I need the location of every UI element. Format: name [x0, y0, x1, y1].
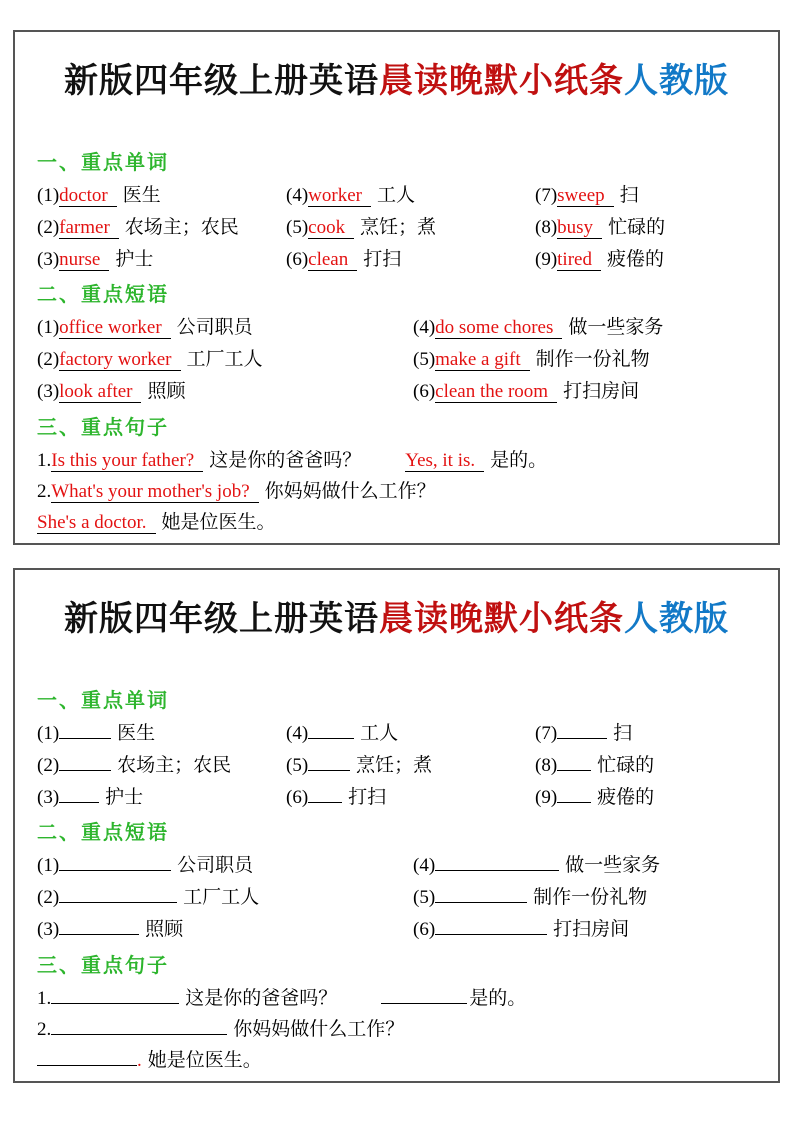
answer-phrase: make a gift: [435, 349, 529, 371]
answer-phrase: factory worker: [59, 349, 180, 371]
item-number: (2): [37, 217, 60, 238]
answer-blank: [51, 983, 179, 1004]
answer-phrase: do some chores: [435, 317, 562, 339]
title-segment-blue: 人教版: [624, 600, 729, 638]
phrase-item: [37, 882, 413, 914]
chinese-translation: 做一些家务: [565, 855, 661, 876]
title-segment-red: 晨读晚默小纸条: [379, 600, 624, 638]
chinese-translation: 疲倦的: [606, 249, 664, 270]
chinese-translation: 忙碌的: [608, 217, 666, 238]
chinese-translation: 扫: [613, 723, 633, 744]
answer-blank: [557, 782, 591, 803]
item-number: (3): [37, 381, 60, 402]
phrase-item: [413, 882, 756, 914]
chinese-translation: 工人: [360, 723, 399, 744]
worksheet-title: [15, 58, 778, 104]
word-item: [535, 718, 756, 750]
item-number: (6): [413, 919, 436, 940]
word-item: [286, 782, 535, 814]
sentence-line: [37, 445, 756, 476]
section-heading-sentences: 三、重点句子: [37, 417, 169, 439]
sentence-list: [37, 983, 756, 1076]
item-number: (4): [413, 317, 436, 338]
chinese-translation: 这是你的爸爸吗？: [209, 450, 362, 471]
chinese-translation: 照顾: [147, 381, 186, 402]
worksheet-card-blank: [13, 568, 780, 1083]
answer-blank: [59, 914, 139, 935]
item-number: (7): [535, 723, 558, 744]
answer-word: worker: [308, 185, 371, 207]
section-heading-words: 一、重点单词: [37, 690, 169, 712]
answer-blank: [381, 983, 467, 1004]
answer-sentence: Is this your father?: [51, 450, 203, 472]
chinese-translation: 忙碌的: [597, 755, 655, 776]
chinese-translation: 工厂工人: [183, 887, 260, 908]
sentence-line: [37, 1045, 756, 1076]
answer-blank: [59, 882, 177, 903]
chinese-translation: 制作一份礼物: [533, 887, 648, 908]
item-number: (5): [413, 887, 436, 908]
item-number: 1.: [37, 988, 52, 1009]
chinese-translation: 医生: [122, 185, 161, 206]
item-number: (4): [286, 185, 309, 206]
word-item: [535, 782, 756, 814]
item-number: (1): [37, 317, 60, 338]
sentence-line: [37, 476, 756, 507]
chinese-translation: 这是你的爸爸吗？: [185, 988, 338, 1009]
answer-blank: [435, 914, 547, 935]
word-item: [37, 212, 286, 244]
answer-sentence: Yes, it is.: [405, 450, 484, 472]
item-number: (6): [286, 787, 309, 808]
chinese-translation: 打扫房间: [563, 381, 640, 402]
answer-blank: [308, 750, 350, 771]
section-heading-words: 一、重点单词: [37, 152, 169, 174]
chinese-translation: 是的。: [490, 450, 548, 471]
answer-blank: [59, 750, 111, 771]
answer-blank: [557, 718, 607, 739]
answer-sentence: She's a doctor.: [37, 512, 156, 534]
item-number: 2.: [37, 1019, 52, 1040]
item-number: (6): [286, 249, 309, 270]
item-number: (4): [413, 855, 436, 876]
word-item: [37, 718, 286, 750]
word-item: [37, 244, 286, 276]
phrase-item: [413, 914, 756, 946]
phrase-item: [37, 914, 413, 946]
answer-blank: [37, 1045, 137, 1066]
worksheet-card-answers: [13, 30, 780, 545]
title-segment-black: 新版四年级上册英语: [64, 62, 379, 100]
answer-word: cook: [308, 217, 354, 239]
word-list: [37, 718, 756, 814]
chinese-translation: 公司职员: [176, 317, 253, 338]
title-segment-blue: 人教版: [624, 62, 729, 100]
chinese-translation: 工人: [376, 185, 415, 206]
word-item: [535, 180, 756, 212]
sentence-line: [37, 1014, 756, 1045]
phrase-item: [37, 850, 413, 882]
word-item: [37, 180, 286, 212]
chinese-translation: 烹饪；煮: [356, 755, 433, 776]
chinese-translation: 你妈妈做什么工作？: [264, 481, 436, 502]
item-number: (5): [413, 349, 436, 370]
item-number: (5): [286, 217, 309, 238]
item-number: (2): [37, 755, 60, 776]
word-item: [286, 750, 535, 782]
word-item: [286, 718, 535, 750]
chinese-translation: 你妈妈做什么工作？: [233, 1019, 405, 1040]
item-number: (1): [37, 723, 60, 744]
answer-blank: [59, 718, 111, 739]
chinese-translation: 公司职员: [177, 855, 254, 876]
answer-blank: [435, 882, 527, 903]
answer-word: nurse: [59, 249, 109, 271]
answer-blank: [308, 718, 354, 739]
answer-word: doctor: [59, 185, 117, 207]
item-number: (2): [37, 887, 60, 908]
phrase-list: [37, 850, 756, 946]
item-number: (7): [535, 185, 558, 206]
answer-period: .: [137, 1050, 142, 1071]
item-number: (9): [535, 787, 558, 808]
answer-blank: [51, 1014, 227, 1035]
item-number: (3): [37, 919, 60, 940]
chinese-translation: 做一些家务: [568, 317, 664, 338]
item-number: 2.: [37, 481, 52, 502]
phrase-item: [413, 376, 756, 408]
item-number: (4): [286, 723, 309, 744]
section-heading-sentences: 三、重点句子: [37, 955, 169, 977]
answer-phrase: look after: [59, 381, 141, 403]
item-number: (8): [535, 217, 558, 238]
word-item: [37, 782, 286, 814]
item-number: (3): [37, 249, 60, 270]
section-heading-phrases: 二、重点短语: [37, 822, 169, 844]
item-number: (1): [37, 185, 60, 206]
item-number: 1.: [37, 450, 52, 471]
chinese-translation: 是的。: [469, 988, 527, 1009]
word-item: [535, 750, 756, 782]
item-number: (6): [413, 381, 436, 402]
title-segment-black: 新版四年级上册英语: [64, 600, 379, 638]
chinese-translation: 她是位医生。: [147, 1050, 262, 1071]
phrase-item: [37, 344, 413, 376]
answer-word: busy: [557, 217, 602, 239]
chinese-translation: 她是位医生。: [161, 512, 276, 533]
answer-blank: [308, 782, 342, 803]
chinese-translation: 制作一份礼物: [535, 349, 650, 370]
worksheet-title: [15, 596, 778, 642]
phrase-item: [37, 312, 413, 344]
chinese-translation: 农场主；农民: [124, 217, 239, 238]
chinese-translation: 医生: [117, 723, 156, 744]
word-item: [535, 244, 756, 276]
answer-word: farmer: [59, 217, 119, 239]
word-item: [286, 180, 535, 212]
answer-word: clean: [308, 249, 357, 271]
answer-word: sweep: [557, 185, 613, 207]
word-list: [37, 180, 756, 276]
chinese-translation: 护士: [115, 249, 154, 270]
answer-blank: [435, 850, 559, 871]
chinese-translation: 农场主；农民: [117, 755, 232, 776]
chinese-translation: 打扫: [363, 249, 402, 270]
title-segment-red: 晨读晚默小纸条: [379, 62, 624, 100]
phrase-item: [413, 850, 756, 882]
item-number: (8): [535, 755, 558, 776]
chinese-translation: 烹饪；煮: [360, 217, 437, 238]
answer-sentence: What's your mother's job?: [51, 481, 258, 503]
word-item: [37, 750, 286, 782]
word-item: [286, 244, 535, 276]
item-number: (3): [37, 787, 60, 808]
phrase-list: [37, 312, 756, 408]
section-heading-phrases: 二、重点短语: [37, 284, 169, 306]
chinese-translation: 工厂工人: [186, 349, 263, 370]
word-item: [286, 212, 535, 244]
chinese-translation: 扫: [619, 185, 639, 206]
sentence-list: [37, 445, 756, 538]
chinese-translation: 疲倦的: [597, 787, 655, 808]
item-number: (5): [286, 755, 309, 776]
answer-phrase: office worker: [59, 317, 171, 339]
phrase-item: [413, 312, 756, 344]
answer-blank: [557, 750, 591, 771]
item-number: (2): [37, 349, 60, 370]
sentence-line: [37, 983, 756, 1014]
answer-blank: [59, 782, 99, 803]
item-number: (1): [37, 855, 60, 876]
answer-blank: [59, 850, 171, 871]
chinese-translation: 护士: [105, 787, 144, 808]
phrase-item: [37, 376, 413, 408]
answer-phrase: clean the room: [435, 381, 557, 403]
chinese-translation: 打扫房间: [553, 919, 630, 940]
word-item: [535, 212, 756, 244]
chinese-translation: 打扫: [348, 787, 387, 808]
item-number: (9): [535, 249, 558, 270]
chinese-translation: 照顾: [145, 919, 184, 940]
sentence-line: [37, 507, 756, 538]
phrase-item: [413, 344, 756, 376]
answer-word: tired: [557, 249, 601, 271]
